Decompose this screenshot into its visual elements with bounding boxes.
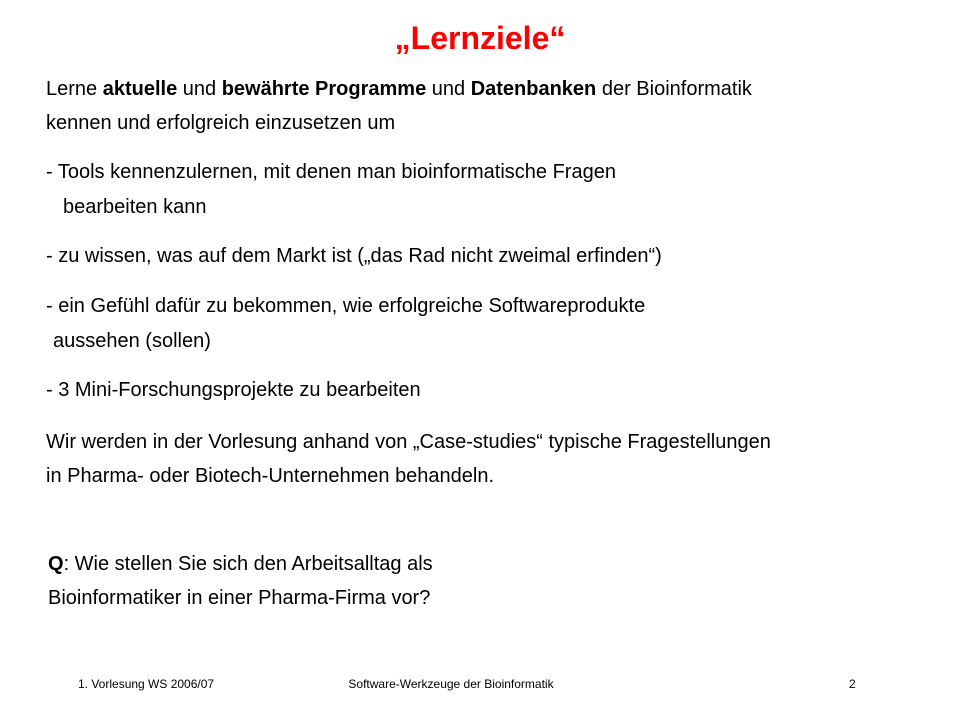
bullet-gefuehl-line-1: - ein Gefühl dafür zu bekommen, wie erfolgreiche Softwareprodukte [46,295,646,317]
footer-lecture: 1. Vorlesung WS 2006/07 [78,677,215,691]
bullet-gefuehl-line-2: aussehen (sollen) [53,330,211,352]
slide-title: „Lernziele“ [394,20,566,56]
intro-text-3: und [426,78,471,100]
intro-line-2: kennen und erfolgreich einzusetzen um [46,112,396,134]
bullet-projekte: - 3 Mini-Forschungsprojekte zu bearbeiten [46,379,421,401]
question-text-1: : Wie stellen Sie sich den Arbeitsalltag als [63,553,433,575]
question-line-1 [48,551,433,577]
intro-text-4: der Bioinformatik [596,78,752,100]
footer-course-title: Software-Werkzeuge der Bioinformatik [348,677,554,691]
intro-line-1 [46,76,752,102]
footer-page-number: 2 [849,677,856,691]
case-studies-line-2: in Pharma- oder Biotech-Unternehmen behandeln. [46,465,495,487]
intro-bold-programme: bewährte Programme [221,78,427,100]
intro-bold-datenbanken: Datenbanken [470,78,597,100]
intro-bold-aktuelle: aktuelle [102,78,178,100]
intro-text-2: und [177,78,222,100]
case-studies-line-1: Wir werden in der Vorlesung anhand von „Case-studies“ typische Fragestellungen [46,431,771,453]
bullet-tools-line-2: bearbeiten kann [63,196,207,218]
question-label: Q [48,553,64,575]
bullet-markt: - zu wissen, was auf dem Markt ist („das Rad nicht zweimal erfinden“) [46,245,662,267]
bullet-tools-line-1: - Tools kennenzulernen, mit denen man bioinformatische Fragen [46,161,616,183]
question-line-2: Bioinformatiker in einer Pharma-Firma vor? [48,587,431,609]
intro-text-1: Lerne [46,78,103,100]
